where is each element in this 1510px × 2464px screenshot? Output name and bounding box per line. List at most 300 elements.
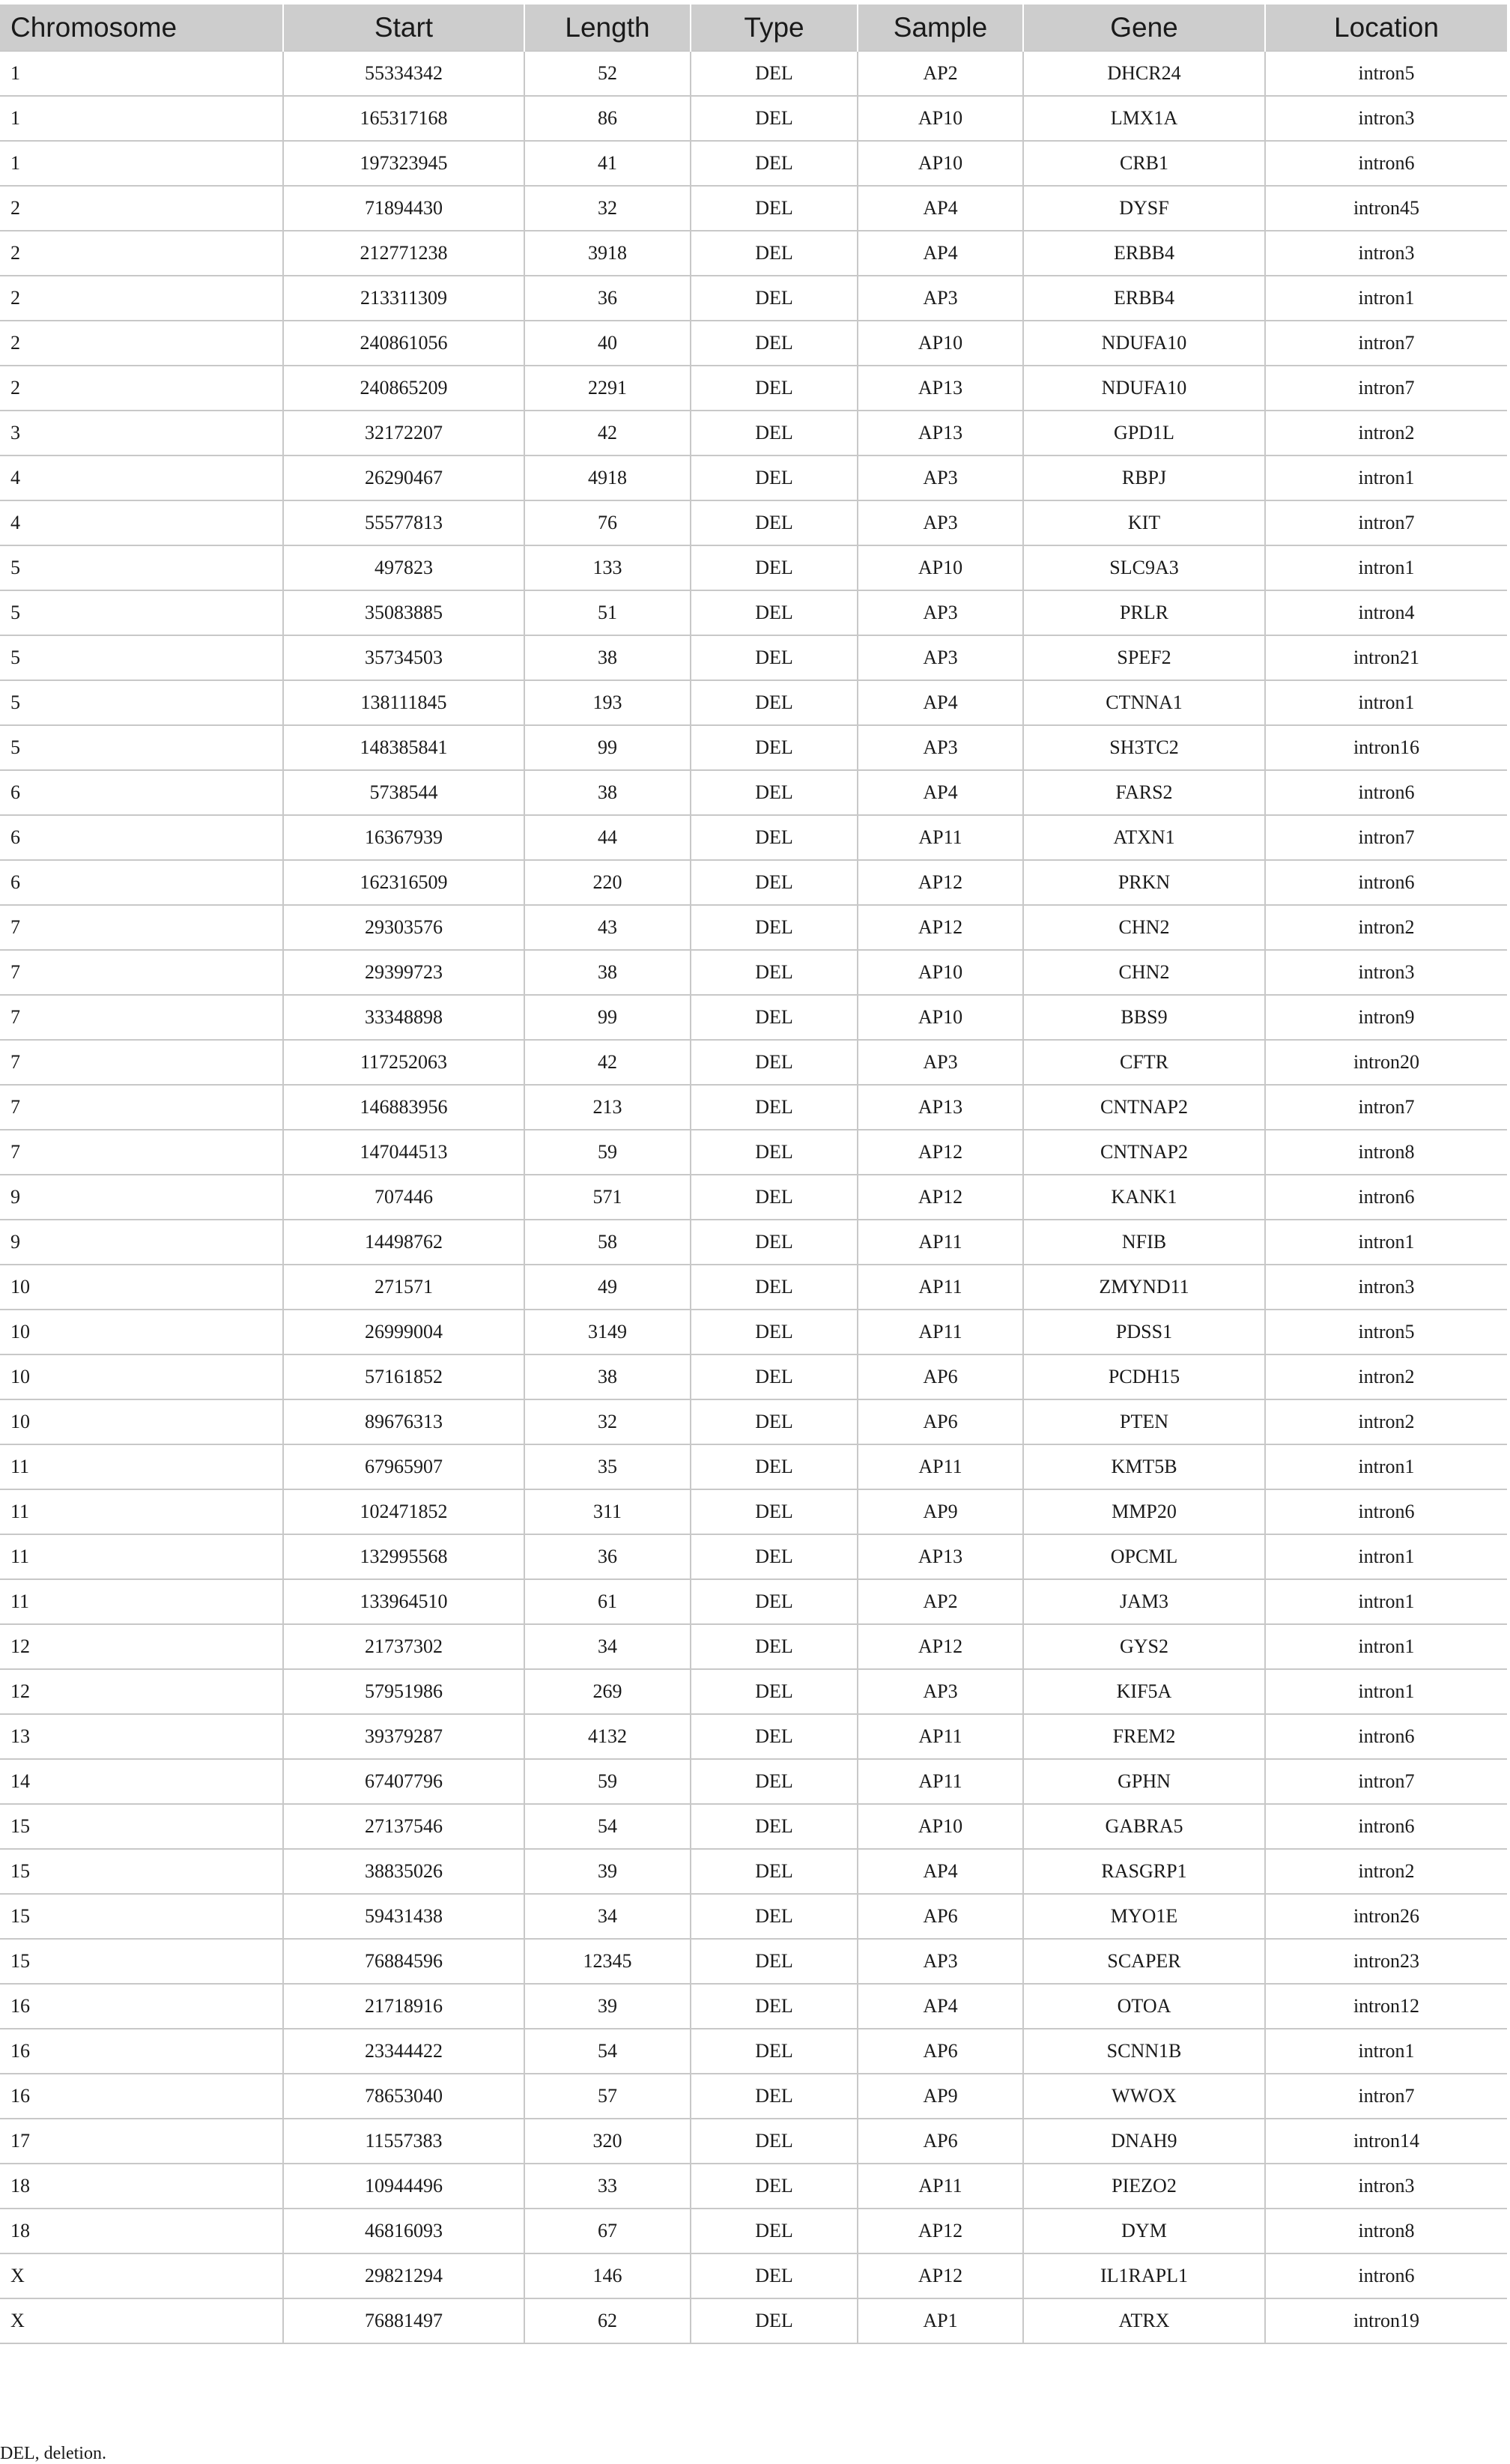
cell-location: intron1: [1265, 545, 1507, 590]
cell-chromosome: 12: [0, 1669, 283, 1714]
cell-chromosome: 15: [0, 1849, 283, 1894]
cell-chromosome: 2: [0, 276, 283, 321]
column-header-length: Length: [524, 4, 691, 51]
cell-start: 240865209: [283, 366, 524, 411]
cell-sample: AP10: [858, 950, 1023, 995]
cell-location: intron6: [1265, 2253, 1507, 2298]
cell-length: 39: [524, 1849, 691, 1894]
cell-length: 35: [524, 1444, 691, 1489]
cell-length: 34: [524, 1894, 691, 1939]
column-header-type: Type: [691, 4, 858, 51]
cell-sample: AP4: [858, 1984, 1023, 2029]
table-row: [0, 1085, 1507, 1130]
cell-type: DEL: [691, 141, 858, 186]
column-header-start: Start: [283, 4, 524, 51]
cell-type: DEL: [691, 321, 858, 366]
cell-start: 29399723: [283, 950, 524, 995]
cell-sample: AP12: [858, 1175, 1023, 1220]
cell-length: 12345: [524, 1939, 691, 1984]
cell-gene: ERBB4: [1023, 231, 1265, 276]
cell-sample: AP12: [858, 1624, 1023, 1669]
cell-start: 78653040: [283, 2074, 524, 2119]
cell-location: intron6: [1265, 141, 1507, 186]
cell-start: 213311309: [283, 276, 524, 321]
cell-sample: AP11: [858, 1220, 1023, 1265]
cell-start: 14498762: [283, 1220, 524, 1265]
cell-chromosome: 10: [0, 1354, 283, 1399]
cell-location: intron6: [1265, 770, 1507, 815]
cell-location: intron6: [1265, 1714, 1507, 1759]
table-body: [0, 51, 1507, 2343]
cell-chromosome: 5: [0, 680, 283, 725]
deletion-table: [0, 4, 1507, 2344]
cell-location: intron1: [1265, 1669, 1507, 1714]
cell-location: intron3: [1265, 950, 1507, 995]
cell-length: 43: [524, 905, 691, 950]
cell-start: 67965907: [283, 1444, 524, 1489]
cell-type: DEL: [691, 2074, 858, 2119]
cell-type: DEL: [691, 1624, 858, 1669]
cell-chromosome: X: [0, 2253, 283, 2298]
cell-gene: NFIB: [1023, 1220, 1265, 1265]
cell-chromosome: 7: [0, 905, 283, 950]
cell-start: 16367939: [283, 815, 524, 860]
cell-length: 67: [524, 2209, 691, 2253]
cell-chromosome: 9: [0, 1175, 283, 1220]
cell-sample: AP6: [858, 1354, 1023, 1399]
cell-gene: ZMYND11: [1023, 1265, 1265, 1310]
cell-length: 51: [524, 590, 691, 635]
cell-length: 99: [524, 725, 691, 770]
cell-length: 57: [524, 2074, 691, 2119]
cell-length: 571: [524, 1175, 691, 1220]
cell-sample: AP12: [858, 860, 1023, 905]
table-row: [0, 1759, 1507, 1804]
cell-type: DEL: [691, 1175, 858, 1220]
cell-start: 21718916: [283, 1984, 524, 2029]
table-row: [0, 1714, 1507, 1759]
cell-chromosome: 5: [0, 545, 283, 590]
cell-sample: AP6: [858, 1894, 1023, 1939]
cell-gene: WWOX: [1023, 2074, 1265, 2119]
cell-location: intron7: [1265, 2074, 1507, 2119]
cell-sample: AP11: [858, 1310, 1023, 1354]
cell-chromosome: 10: [0, 1399, 283, 1444]
cell-sample: AP4: [858, 231, 1023, 276]
cell-chromosome: 7: [0, 950, 283, 995]
cell-length: 62: [524, 2298, 691, 2343]
cell-start: 89676313: [283, 1399, 524, 1444]
cell-gene: GPD1L: [1023, 411, 1265, 455]
cell-sample: AP13: [858, 366, 1023, 411]
table-row: [0, 1444, 1507, 1489]
cell-chromosome: 11: [0, 1444, 283, 1489]
cell-sample: AP10: [858, 321, 1023, 366]
cell-location: intron7: [1265, 321, 1507, 366]
table-row: [0, 1894, 1507, 1939]
cell-location: intron12: [1265, 1984, 1507, 2029]
cell-start: 133964510: [283, 1579, 524, 1624]
cell-length: 42: [524, 1040, 691, 1085]
cell-sample: AP1: [858, 2298, 1023, 2343]
cell-sample: AP12: [858, 1130, 1023, 1175]
cell-length: 86: [524, 96, 691, 141]
cell-start: 55334342: [283, 51, 524, 96]
cell-sample: AP12: [858, 2253, 1023, 2298]
cell-chromosome: 16: [0, 2074, 283, 2119]
cell-type: DEL: [691, 455, 858, 500]
cell-type: DEL: [691, 590, 858, 635]
cell-type: DEL: [691, 1220, 858, 1265]
cell-type: DEL: [691, 2164, 858, 2209]
cell-type: DEL: [691, 1354, 858, 1399]
cell-chromosome: 9: [0, 1220, 283, 1265]
cell-sample: AP3: [858, 1939, 1023, 1984]
cell-type: DEL: [691, 635, 858, 680]
cell-start: 35734503: [283, 635, 524, 680]
cell-start: 67407796: [283, 1759, 524, 1804]
cell-start: 57161852: [283, 1354, 524, 1399]
cell-start: 147044513: [283, 1130, 524, 1175]
cell-location: intron5: [1265, 51, 1507, 96]
cell-length: 61: [524, 1579, 691, 1624]
cell-sample: AP10: [858, 96, 1023, 141]
cell-length: 44: [524, 815, 691, 860]
cell-sample: AP11: [858, 2164, 1023, 2209]
cell-chromosome: 15: [0, 1894, 283, 1939]
cell-sample: AP11: [858, 1444, 1023, 1489]
cell-start: 132995568: [283, 1534, 524, 1579]
cell-sample: AP12: [858, 2209, 1023, 2253]
table-row: [0, 96, 1507, 141]
table-row: [0, 51, 1507, 96]
cell-type: DEL: [691, 1130, 858, 1175]
cell-type: DEL: [691, 231, 858, 276]
cell-gene: DYSF: [1023, 186, 1265, 231]
cell-type: DEL: [691, 1759, 858, 1804]
cell-sample: AP6: [858, 1399, 1023, 1444]
cell-chromosome: 6: [0, 860, 283, 905]
cell-sample: AP10: [858, 1804, 1023, 1849]
table-row: [0, 725, 1507, 770]
cell-gene: MMP20: [1023, 1489, 1265, 1534]
cell-gene: JAM3: [1023, 1579, 1265, 1624]
cell-type: DEL: [691, 2209, 858, 2253]
cell-start: 35083885: [283, 590, 524, 635]
cell-gene: SPEF2: [1023, 635, 1265, 680]
cell-length: 76: [524, 500, 691, 545]
cell-type: DEL: [691, 905, 858, 950]
cell-location: intron1: [1265, 276, 1507, 321]
cell-sample: AP3: [858, 1040, 1023, 1085]
cell-type: DEL: [691, 1444, 858, 1489]
cell-start: 162316509: [283, 860, 524, 905]
cell-type: DEL: [691, 1399, 858, 1444]
cell-gene: OTOA: [1023, 1984, 1265, 2029]
cell-gene: CNTNAP2: [1023, 1085, 1265, 1130]
cell-location: intron1: [1265, 2029, 1507, 2074]
cell-location: intron2: [1265, 1354, 1507, 1399]
cell-location: intron14: [1265, 2119, 1507, 2164]
cell-chromosome: 2: [0, 231, 283, 276]
cell-chromosome: 1: [0, 141, 283, 186]
table-row: [0, 680, 1507, 725]
cell-chromosome: 5: [0, 590, 283, 635]
table-row: [0, 2164, 1507, 2209]
cell-gene: KANK1: [1023, 1175, 1265, 1220]
cell-sample: AP3: [858, 276, 1023, 321]
cell-start: 146883956: [283, 1085, 524, 1130]
cell-location: intron7: [1265, 366, 1507, 411]
cell-type: DEL: [691, 1984, 858, 2029]
cell-location: intron9: [1265, 995, 1507, 1040]
header-row: [0, 4, 1507, 51]
cell-length: 38: [524, 1354, 691, 1399]
cell-sample: AP2: [858, 1579, 1023, 1624]
table-row: [0, 1804, 1507, 1849]
cell-type: DEL: [691, 860, 858, 905]
cell-chromosome: 10: [0, 1310, 283, 1354]
cell-start: 707446: [283, 1175, 524, 1220]
cell-location: intron1: [1265, 680, 1507, 725]
cell-chromosome: 1: [0, 96, 283, 141]
cell-length: 4918: [524, 455, 691, 500]
cell-start: 29303576: [283, 905, 524, 950]
cell-length: 2291: [524, 366, 691, 411]
cell-gene: CHN2: [1023, 905, 1265, 950]
cell-chromosome: X: [0, 2298, 283, 2343]
cell-type: DEL: [691, 1894, 858, 1939]
cell-type: DEL: [691, 1804, 858, 1849]
cell-chromosome: 11: [0, 1489, 283, 1534]
cell-location: intron2: [1265, 1849, 1507, 1894]
cell-type: DEL: [691, 2298, 858, 2343]
table-row: [0, 590, 1507, 635]
cell-gene: FREM2: [1023, 1714, 1265, 1759]
cell-type: DEL: [691, 1085, 858, 1130]
cell-chromosome: 2: [0, 321, 283, 366]
cell-gene: PDSS1: [1023, 1310, 1265, 1354]
cell-start: 5738544: [283, 770, 524, 815]
cell-sample: AP11: [858, 1265, 1023, 1310]
cell-type: DEL: [691, 2253, 858, 2298]
cell-type: DEL: [691, 680, 858, 725]
table-row: [0, 141, 1507, 186]
table-row: [0, 1939, 1507, 1984]
cell-sample: AP12: [858, 905, 1023, 950]
cell-type: DEL: [691, 2029, 858, 2074]
cell-start: 27137546: [283, 1804, 524, 1849]
table-row: [0, 1534, 1507, 1579]
table-row: [0, 1220, 1507, 1265]
cell-gene: IL1RAPL1: [1023, 2253, 1265, 2298]
table-row: [0, 1310, 1507, 1354]
cell-sample: AP10: [858, 545, 1023, 590]
cell-length: 54: [524, 1804, 691, 1849]
table-row: [0, 905, 1507, 950]
table-row: [0, 815, 1507, 860]
table-row: [0, 2253, 1507, 2298]
cell-length: 52: [524, 51, 691, 96]
cell-location: intron20: [1265, 1040, 1507, 1085]
cell-gene: GPHN: [1023, 1759, 1265, 1804]
cell-gene: DHCR24: [1023, 51, 1265, 96]
cell-location: intron45: [1265, 186, 1507, 231]
cell-gene: BBS9: [1023, 995, 1265, 1040]
cell-location: intron1: [1265, 1624, 1507, 1669]
table-row: [0, 2074, 1507, 2119]
table-row: [0, 860, 1507, 905]
cell-type: DEL: [691, 1939, 858, 1984]
cell-type: DEL: [691, 411, 858, 455]
cell-location: intron7: [1265, 815, 1507, 860]
cell-start: 46816093: [283, 2209, 524, 2253]
cell-start: 11557383: [283, 2119, 524, 2164]
cell-type: DEL: [691, 1669, 858, 1714]
cell-type: DEL: [691, 1534, 858, 1579]
table-row: [0, 1399, 1507, 1444]
cell-chromosome: 3: [0, 411, 283, 455]
table-row: [0, 1489, 1507, 1534]
table-header: [0, 4, 1507, 51]
cell-chromosome: 16: [0, 2029, 283, 2074]
cell-start: 23344422: [283, 2029, 524, 2074]
cell-length: 4132: [524, 1714, 691, 1759]
cell-gene: SCNN1B: [1023, 2029, 1265, 2074]
deletion-table-container: [0, 4, 1507, 2344]
cell-location: intron21: [1265, 635, 1507, 680]
table-row: [0, 411, 1507, 455]
cell-length: 99: [524, 995, 691, 1040]
table-row: [0, 1354, 1507, 1399]
cell-location: intron7: [1265, 500, 1507, 545]
cell-type: DEL: [691, 51, 858, 96]
cell-length: 41: [524, 141, 691, 186]
cell-gene: ERBB4: [1023, 276, 1265, 321]
table-row: [0, 455, 1507, 500]
cell-location: intron3: [1265, 96, 1507, 141]
cell-start: 102471852: [283, 1489, 524, 1534]
cell-length: 193: [524, 680, 691, 725]
cell-chromosome: 1: [0, 51, 283, 96]
cell-location: intron6: [1265, 1804, 1507, 1849]
cell-sample: AP11: [858, 1714, 1023, 1759]
cell-gene: CTNNA1: [1023, 680, 1265, 725]
cell-chromosome: 7: [0, 1085, 283, 1130]
cell-type: DEL: [691, 725, 858, 770]
cell-sample: AP10: [858, 141, 1023, 186]
cell-chromosome: 17: [0, 2119, 283, 2164]
cell-location: intron6: [1265, 1175, 1507, 1220]
cell-chromosome: 12: [0, 1624, 283, 1669]
cell-type: DEL: [691, 1310, 858, 1354]
cell-sample: AP11: [858, 1759, 1023, 1804]
cell-start: 55577813: [283, 500, 524, 545]
cell-start: 117252063: [283, 1040, 524, 1085]
cell-gene: PIEZO2: [1023, 2164, 1265, 2209]
table-row: [0, 276, 1507, 321]
cell-sample: AP13: [858, 1085, 1023, 1130]
table-row: [0, 321, 1507, 366]
cell-length: 39: [524, 1984, 691, 2029]
cell-location: intron3: [1265, 2164, 1507, 2209]
cell-chromosome: 6: [0, 770, 283, 815]
cell-length: 311: [524, 1489, 691, 1534]
cell-length: 220: [524, 860, 691, 905]
column-header-location: Location: [1265, 4, 1507, 51]
cell-start: 138111845: [283, 680, 524, 725]
cell-length: 59: [524, 1759, 691, 1804]
cell-sample: AP4: [858, 1849, 1023, 1894]
table-row: [0, 231, 1507, 276]
cell-length: 146: [524, 2253, 691, 2298]
cell-length: 32: [524, 186, 691, 231]
cell-gene: KMT5B: [1023, 1444, 1265, 1489]
cell-chromosome: 18: [0, 2209, 283, 2253]
cell-length: 32: [524, 1399, 691, 1444]
cell-length: 3149: [524, 1310, 691, 1354]
table-row: [0, 950, 1507, 995]
cell-chromosome: 18: [0, 2164, 283, 2209]
cell-length: 36: [524, 1534, 691, 1579]
cell-location: intron7: [1265, 1085, 1507, 1130]
cell-type: DEL: [691, 950, 858, 995]
table-row: [0, 366, 1507, 411]
cell-sample: AP13: [858, 1534, 1023, 1579]
cell-location: intron5: [1265, 1310, 1507, 1354]
cell-location: intron8: [1265, 1130, 1507, 1175]
table-row: [0, 186, 1507, 231]
cell-length: 33: [524, 2164, 691, 2209]
cell-sample: AP3: [858, 455, 1023, 500]
cell-location: intron16: [1265, 725, 1507, 770]
cell-location: intron8: [1265, 2209, 1507, 2253]
cell-gene: FARS2: [1023, 770, 1265, 815]
cell-gene: CRB1: [1023, 141, 1265, 186]
table-row: [0, 1849, 1507, 1894]
cell-location: intron19: [1265, 2298, 1507, 2343]
cell-gene: PRKN: [1023, 860, 1265, 905]
cell-location: intron1: [1265, 1444, 1507, 1489]
cell-sample: AP3: [858, 725, 1023, 770]
table-row: [0, 2209, 1507, 2253]
cell-length: 38: [524, 770, 691, 815]
cell-gene: KIF5A: [1023, 1669, 1265, 1714]
cell-length: 34: [524, 1624, 691, 1669]
cell-start: 32172207: [283, 411, 524, 455]
cell-start: 148385841: [283, 725, 524, 770]
cell-sample: AP13: [858, 411, 1023, 455]
cell-sample: AP2: [858, 51, 1023, 96]
cell-length: 320: [524, 2119, 691, 2164]
cell-type: DEL: [691, 1040, 858, 1085]
cell-gene: PRLR: [1023, 590, 1265, 635]
cell-length: 54: [524, 2029, 691, 2074]
cell-gene: OPCML: [1023, 1534, 1265, 1579]
cell-gene: NDUFA10: [1023, 366, 1265, 411]
cell-chromosome: 2: [0, 186, 283, 231]
cell-sample: AP4: [858, 770, 1023, 815]
cell-chromosome: 4: [0, 455, 283, 500]
cell-gene: GYS2: [1023, 1624, 1265, 1669]
table-row: [0, 1265, 1507, 1310]
cell-length: 3918: [524, 231, 691, 276]
cell-location: intron1: [1265, 1534, 1507, 1579]
cell-start: 26999004: [283, 1310, 524, 1354]
cell-sample: AP3: [858, 635, 1023, 680]
cell-gene: SLC9A3: [1023, 545, 1265, 590]
table-row: [0, 1669, 1507, 1714]
